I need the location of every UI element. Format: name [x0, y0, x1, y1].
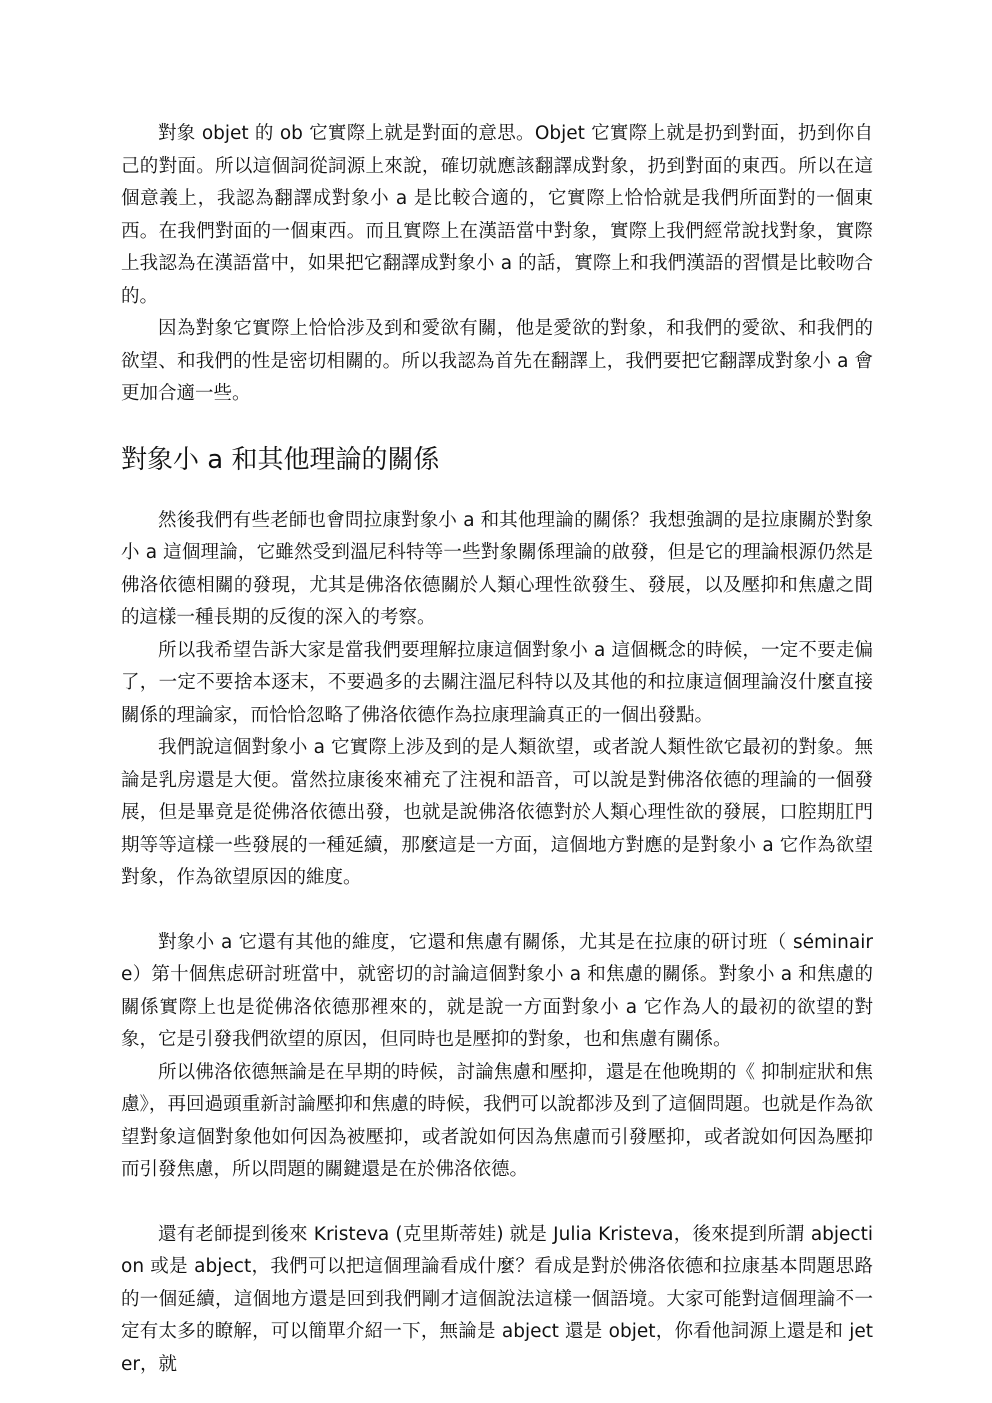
- paragraph: 因為對象它實際上恰恰涉及到和愛欲有關，他是愛欲的對象，和我們的愛欲、和我們的欲望、和我們的性是密切相關的。所以我認為首先在翻譯上，我們要把它翻譯成對象小 a 會更加合適一些。: [121, 318, 873, 404]
- section-heading: 對象小 a 和其他理論的關係: [121, 444, 440, 475]
- paragraph-spacer: [121, 895, 873, 927]
- paragraph: 對象小 a 它還有其他的維度，它還和焦慮有關係，尤其是在拉康的研讨班（ séminaire）第十個焦虑研討班當中，就密切的討論這個對象小 a 和焦慮的關係。對象小 a 和焦慮的關係實際上也是從佛洛依德那裡來的，就是說一方面對象小 a 它作為人的最初的欲望的對象，它是引發我們欲望的原因，但同時也是壓抑的對象，也和焦慮有關係。: [121, 931, 873, 1050]
- paragraph: 然後我們有些老師也會問拉康對象小 a 和其他理論的關係？我想強調的是拉康關於對象小 a 這個理論，它雖然受到溫尼科特等一些對象關係理論的啟發，但是它的理論根源仍然是佛洛依德相關的發現，尤其是佛洛依德關於人類心理性欲發生、發展，以及壓抑和焦慮之間的這樣一種長期的反復的深入的考察。: [121, 509, 873, 628]
- paragraph-spacer: [121, 1187, 873, 1219]
- paragraph: 對象 objet 的 ob 它實際上就是對面的意思。Objet 它實際上就是扔到對面，扔到你自己的對面。所以這個詞從詞源上來說，確切就應該翻譯成對象，扔到對面的東西。所以在這個意義上，我認為翻譯成對象小 a 是比較合適的，它實際上恰恰就是我們所面對的一個東西。在我們對面的一個東西。而且實際上在漢語當中對象，實際上我們經常說找對象，實際上我認為在漢語當中，如果把它翻譯成對象小 a 的話，實際上和我們漢語的習慣是比較吻合的。: [121, 123, 873, 307]
- paragraph: 我們說這個對象小 a 它實際上涉及到的是人類欲望，或者說人類性欲它最初的對象。無論是乳房還是大便。當然拉康後來補充了注視和語音，可以說是對佛洛依德的理論的一個發展，但是畢竟是從佛洛依德出發，也就是說佛洛依德對於人類心理性欲的發展，口腔期肛門期等等這樣一些發展的一種延續，那麼這是一方面，這個地方對應的是對象小 a 它作為欲望對象，作為欲望原因的維度。: [121, 737, 873, 888]
- paragraph: 所以佛洛依德無論是在早期的時候，討論焦慮和壓抑，還是在他晚期的《 抑制症狀和焦慮》，再回過頭重新討論壓抑和焦慮的時候，我們可以說都涉及到了這個問題。也就是作為欲望對象這個對象他如何因為被壓抑，或者說如何因為焦慮而引發壓抑，或者說如何因為壓抑而引發焦慮，所以問題的關鍵還是在於佛洛依德。: [121, 1061, 873, 1180]
- document-body: [121, 118, 873, 1381]
- paragraph: 所以我希望告訴大家是當我們要理解拉康這個對象小 a 這個概念的時候，一定不要走偏了，一定不要捨本逐末，不要過多的去關注溫尼科特以及其他的和拉康這個理論沒什麼直接關係的理論家，而恰恰忽略了佛洛依德作為拉康理論真正的一個出發點。: [121, 639, 873, 726]
- paragraph: 還有老師提到後來 Kristeva (克里斯蒂娃) 就是 Julia Kristeva，後來提到所謂 abjection 或是 abject，我們可以把這個理論看成什麼？看成是對於佛洛依德和拉康基本問題思路的一個延續，這個地方還是回到我們剛才這個說法這樣一個語境。大家可能對這個理論不一定有太多的瞭解，可以簡單介紹一下，無論是 abject 還是 objet，你看他詞源上還是和 jeter，就: [121, 1223, 873, 1375]
